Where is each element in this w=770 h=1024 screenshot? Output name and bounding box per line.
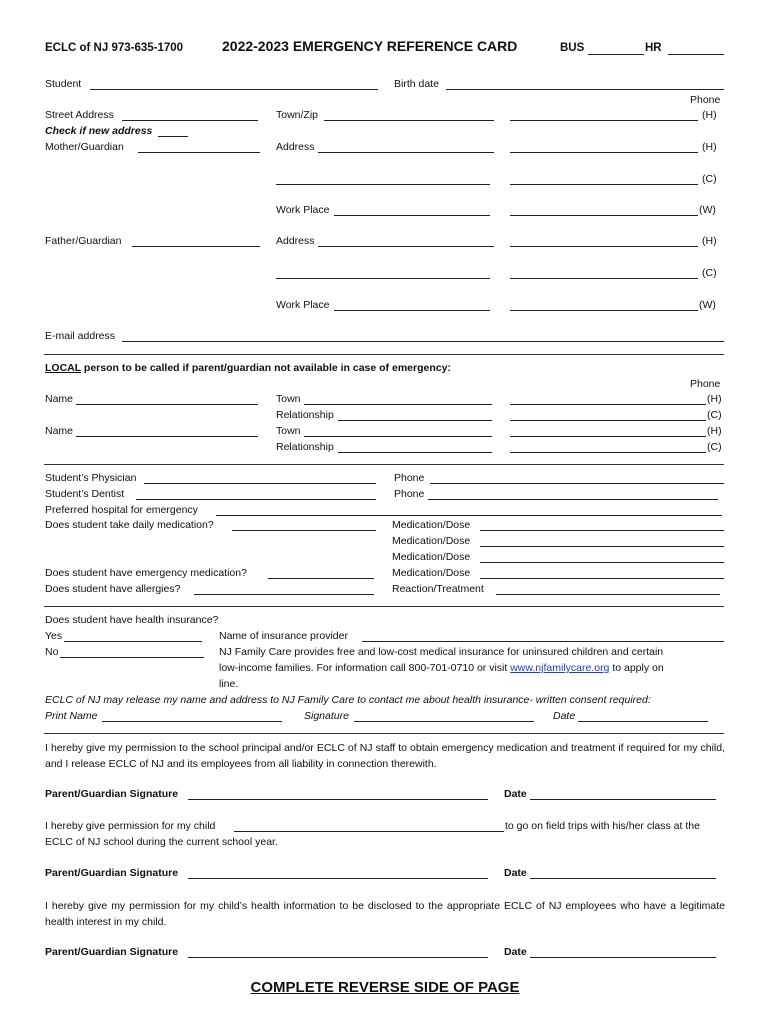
med-dose-1-field[interactable]: [480, 530, 724, 531]
field-trip-child-field[interactable]: [234, 831, 504, 832]
parent-signature-1-field[interactable]: [188, 799, 488, 800]
med-dose-4-label: Medication/Dose: [392, 567, 471, 579]
emergency-medication-field[interactable]: [268, 578, 374, 579]
med-dose-3-label: Medication/Dose: [392, 551, 471, 563]
local-2-cell-suffix: (C): [707, 441, 722, 453]
parent-signature-2-field[interactable]: [188, 878, 488, 879]
street-address-field[interactable]: [122, 120, 258, 121]
father-cell-phone-field[interactable]: [510, 278, 698, 279]
hr-label: HR: [645, 42, 662, 54]
insurance-yes-field[interactable]: [64, 641, 202, 642]
mother-home-suffix: (H): [702, 141, 717, 153]
mother-cell-phone-field[interactable]: [510, 184, 698, 185]
mother-address-field[interactable]: [318, 152, 494, 153]
mother-work-phone-field[interactable]: [510, 215, 698, 216]
reaction-treatment-label: Reaction/Treatment: [392, 583, 484, 595]
section-divider: [44, 464, 724, 465]
local-name-1-field[interactable]: [76, 404, 258, 405]
signature-3-date-field[interactable]: [530, 957, 716, 958]
signature-1-date-label: Date: [504, 788, 527, 800]
phone-header: Phone: [690, 94, 721, 106]
birth-date-label: Birth date: [394, 78, 439, 90]
local-relationship-2-field[interactable]: [338, 452, 492, 453]
father-address-line2-field[interactable]: [276, 278, 490, 279]
field-trip-text-2: to go on field trips with his/her class at the: [505, 820, 700, 832]
dentist-field[interactable]: [136, 499, 376, 500]
njfc-text-3: line.: [219, 678, 239, 690]
physician-label: Student’s Physician: [45, 472, 137, 484]
reaction-treatment-field[interactable]: [496, 594, 720, 595]
hr-field[interactable]: [668, 54, 724, 55]
town-zip-field[interactable]: [324, 120, 494, 121]
home-phone-suffix: (H): [702, 109, 717, 121]
student-name-field[interactable]: [90, 89, 378, 90]
print-name-field[interactable]: [102, 721, 282, 722]
consent-signature-label: Signature: [304, 710, 349, 722]
section-divider: [44, 733, 724, 734]
signature-3-date-label: Date: [504, 946, 527, 958]
njfc-text-2: [219, 662, 664, 675]
local-2-home-suffix: (H): [707, 425, 722, 437]
emergency-medication-label: Does student have emergency medication?: [45, 567, 247, 579]
local-1-cell-phone-field[interactable]: [510, 420, 706, 421]
njfc-link[interactable]: www.njfamilycare.org: [510, 662, 610, 674]
mother-cell-suffix: (C): [702, 173, 717, 185]
insurance-provider-field[interactable]: [362, 641, 724, 642]
mother-work-suffix: (W): [699, 204, 716, 216]
local-relationship-1-field[interactable]: [338, 420, 492, 421]
med-dose-3-field[interactable]: [480, 562, 724, 563]
check-new-address-label: Check if new address: [45, 125, 153, 137]
section-divider: [44, 606, 724, 607]
father-work-place-field[interactable]: [334, 310, 490, 311]
allergies-field[interactable]: [194, 594, 374, 595]
mother-address-label: Address: [276, 141, 315, 153]
mother-work-place-field[interactable]: [334, 215, 490, 216]
bus-label: BUS: [560, 42, 585, 54]
field-trip-text-3: ECLC of NJ school during the current school year.: [45, 836, 278, 848]
daily-medication-label: Does student take daily medication?: [45, 519, 214, 531]
mother-home-phone-field[interactable]: [510, 152, 698, 153]
father-cell-suffix: (C): [702, 267, 717, 279]
local-heading-underlined: LOCAL: [45, 362, 81, 374]
consent-date-field[interactable]: [578, 721, 708, 722]
print-name-label: Print Name: [45, 710, 98, 722]
local-heading-rest: person to be called if parent/guardian not available in case of emergency:: [80, 362, 451, 374]
reverse-side-notice: COMPLETE REVERSE SIDE OF PAGE: [250, 979, 520, 996]
local-2-home-phone-field[interactable]: [510, 436, 706, 437]
local-town-1-field[interactable]: [304, 404, 492, 405]
mother-address-line2-field[interactable]: [276, 184, 490, 185]
hospital-field[interactable]: [216, 515, 722, 516]
med-dose-4-field[interactable]: [480, 578, 724, 579]
medication-permission-text: I hereby give my permission to the school principal and/or ECLC of NJ staff to obtain emergency medication and treatment if required for my child, and I release ECLC of NJ and its employees from all liability in connection therewith.: [45, 742, 725, 770]
father-home-suffix: (H): [702, 235, 717, 247]
section-divider: [44, 354, 724, 355]
town-zip-label: Town/Zip: [276, 109, 319, 121]
consent-date-label: Date: [553, 710, 576, 722]
student-label: Student: [45, 78, 82, 90]
insurance-yes-label: Yes: [45, 630, 63, 642]
org-phone: ECLC of NJ 973-635-1700: [45, 42, 184, 54]
insurance-question: Does student have health insurance?: [45, 614, 219, 626]
dentist-phone-field[interactable]: [428, 499, 718, 500]
local-town-2-label: Town: [276, 425, 301, 437]
email-label: E-mail address: [45, 330, 116, 342]
father-work-place-label: Work Place: [276, 299, 330, 311]
physician-field[interactable]: [144, 483, 376, 484]
father-guardian-label: Father/Guardian: [45, 235, 122, 247]
local-relationship-1-label: Relationship: [276, 409, 334, 421]
father-address-field[interactable]: [318, 246, 494, 247]
signature-1-date-field[interactable]: [530, 799, 716, 800]
parent-signature-3-field[interactable]: [188, 957, 488, 958]
njfc-text-1: NJ Family Care provides free and low-cost medical insurance for uninsured children and certain: [219, 646, 664, 658]
consent-signature-field[interactable]: [354, 721, 534, 722]
allergies-label: Does student have allergies?: [45, 583, 181, 595]
insurance-no-label: No: [45, 646, 59, 658]
parent-signature-2-label: Parent/Guardian Signature: [45, 867, 179, 879]
home-phone-field[interactable]: [510, 120, 698, 121]
njfc-text-2b: to apply on: [609, 662, 664, 674]
mother-guardian-field[interactable]: [138, 152, 260, 153]
local-1-home-phone-field[interactable]: [510, 404, 706, 405]
med-dose-1-label: Medication/Dose: [392, 519, 471, 531]
signature-2-date-label: Date: [504, 867, 527, 879]
local-name-2-field[interactable]: [76, 436, 258, 437]
email-field[interactable]: [122, 341, 724, 342]
physician-phone-field[interactable]: [430, 483, 724, 484]
local-name-2-label: Name: [45, 425, 74, 437]
local-phone-header: Phone: [690, 378, 721, 390]
local-name-1-label: Name: [45, 393, 74, 405]
field-trip-text-1: I hereby give permission for my child: [45, 820, 216, 832]
release-consent-text: ECLC of NJ may release my name and address to NJ Family Care to contact me about health insurance- written consent required:: [45, 694, 651, 706]
mother-guardian-label: Mother/Guardian: [45, 141, 124, 153]
mother-work-place-label: Work Place: [276, 204, 330, 216]
father-address-label: Address: [276, 235, 315, 247]
local-2-cell-phone-field[interactable]: [510, 452, 706, 453]
local-1-cell-suffix: (C): [707, 409, 722, 421]
birth-date-field[interactable]: [446, 89, 724, 90]
insurance-no-field[interactable]: [60, 657, 204, 658]
physician-phone-label: Phone: [394, 472, 425, 484]
father-work-phone-field[interactable]: [510, 310, 698, 311]
parent-signature-3-label: Parent/Guardian Signature: [45, 946, 179, 958]
njfc-text-2a: low-income families. For information call 800-701-0710 or visit: [219, 662, 511, 674]
father-work-suffix: (W): [699, 299, 716, 311]
father-guardian-field[interactable]: [132, 246, 260, 247]
local-town-1-label: Town: [276, 393, 301, 405]
parent-signature-1-label: Parent/Guardian Signature: [45, 788, 179, 800]
local-town-2-field[interactable]: [304, 436, 492, 437]
bus-field[interactable]: [588, 54, 644, 55]
daily-medication-field[interactable]: [232, 530, 376, 531]
hospital-label: Preferred hospital for emergency: [45, 504, 198, 516]
signature-2-date-field[interactable]: [530, 878, 716, 879]
local-1-home-suffix: (H): [707, 393, 722, 405]
insurance-provider-label: Name of insurance provider: [219, 630, 348, 642]
med-dose-2-label: Medication/Dose: [392, 535, 471, 547]
street-address-label: Street Address: [45, 109, 114, 121]
new-address-checkbox[interactable]: [158, 136, 188, 137]
dentist-label: Student’s Dentist: [45, 488, 125, 500]
father-home-phone-field[interactable]: [510, 246, 698, 247]
local-heading: [45, 362, 451, 375]
dentist-phone-label: Phone: [394, 488, 425, 500]
med-dose-2-field[interactable]: [480, 546, 724, 547]
page-title: 2022-2023 EMERGENCY REFERENCE CARD: [222, 38, 518, 54]
health-info-permission-text: I hereby give my permission for my child’s health information to be disclosed to the appropriate ECLC of NJ employees who have a legitimate health interest in my child.: [45, 900, 725, 928]
local-relationship-2-label: Relationship: [276, 441, 334, 453]
